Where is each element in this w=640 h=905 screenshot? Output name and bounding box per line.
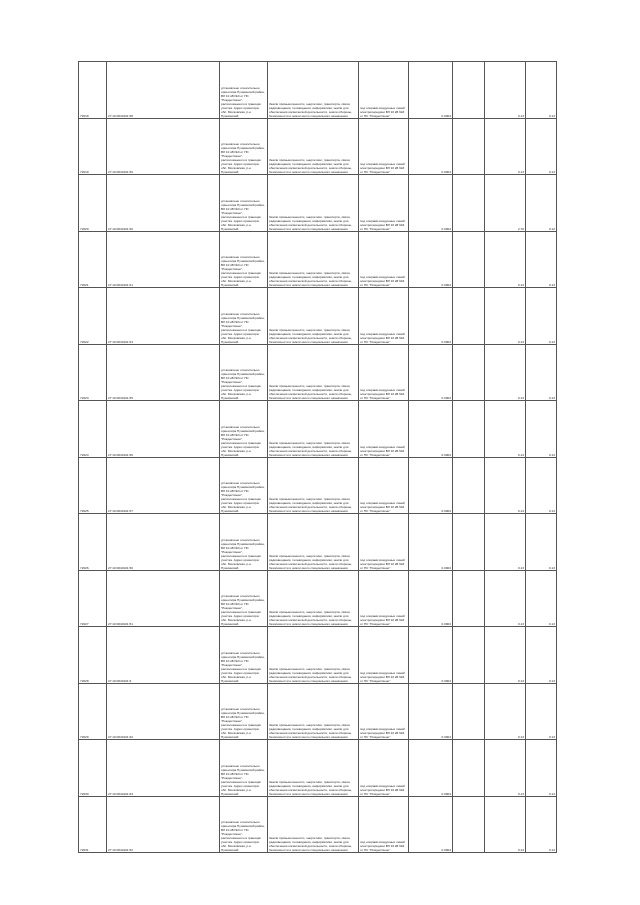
area-cell: 0.0004 [409, 175, 453, 232]
plot-number-cell: 72018 [79, 62, 107, 119]
empty-cell [453, 740, 485, 797]
land-category-cell: Земли промышленности, энергетики, транспорта, связи, радиовещания, телевидения, информатики, земли для обеспечения космической деятельности, земли обороны, безопасности и земли иного специального назначения [268, 683, 359, 740]
empty-cell [453, 175, 485, 232]
plot-number-cell: 72021 [79, 231, 107, 288]
permitted-use-cell: под опорами воздушных линий электропередачи ВЛ 10 кВ №3 от ПС "Рождествено" [359, 740, 409, 797]
permitted-use-cell: под опорами воздушных линий электропередачи ВЛ 10 кВ №3 от ПС "Рождествено" [359, 175, 409, 232]
cadastral-number-cell: 27:10:0040101:54 [107, 288, 220, 345]
value-cell: 0.13 [485, 627, 526, 684]
land-category-cell: Земли промышленности, энергетики, транспорта, связи, радиовещания, телевидения, информатики, земли для обеспечения космической деятельности, земли обороны, безопасности и земли иного специального назначения [268, 740, 359, 797]
total-cell: 0.13 [526, 627, 557, 684]
area-cell: 0.0004 [409, 457, 453, 514]
plot-number-cell: 72024 [79, 401, 107, 458]
location-text: установлено относительно ориентира Пушкинский район, ВЛ 10 кВ №3 от ПС "Рождествено", расположенного в границах участка. Адрес ориентира: обл. Московская, р-н Пушкинский [221, 198, 265, 231]
location-text: установлено относительно ориентира Пушкинский район, ВЛ 10 кВ №3 от ПС "Рождествено", расположенного в границах участка. Адрес ориентира: обл. Московская, р-н Пушкинский [221, 311, 265, 344]
empty-cell [453, 231, 485, 288]
cadastral-number-cell: 27:10:0040101:58 [107, 62, 220, 119]
cadastral-number-cell: 27:10:0040101:59 [107, 118, 220, 175]
empty-cell [453, 796, 485, 853]
total-cell: 0.13 [526, 401, 557, 458]
cadastral-number-cell: 27:10:0040101:50 [107, 514, 220, 571]
land-category-cell: Земли промышленности, энергетики, транспорта, связи, радиовещания, телевидения, информатики, земли для обеспечения космической деятельности, земли обороны, безопасности и земли иного специального назначения [268, 401, 359, 458]
value-cell: 0.13 [485, 288, 526, 345]
land-category-cell: Земли промышленности, энергетики, транспорта, связи, радиовещания, телевидения, информатики, земли для обеспечения космической деятельности, земли обороны, безопасности и земли иного специального назначения [268, 796, 359, 853]
permitted-use-cell: под опорами воздушных линий электропередачи ВЛ 10 кВ №3 от ПС "Рождествено" [359, 570, 409, 627]
area-cell: 0.0004 [409, 344, 453, 401]
value-cell: 0.13 [485, 514, 526, 571]
cadastral-number-cell: 27:10:0040101:55 [107, 344, 220, 401]
area-cell: 0.0004 [409, 62, 453, 119]
plot-number-cell: 72020 [79, 175, 107, 232]
total-cell: 0.13 [526, 118, 557, 175]
value-cell: 0.13 [485, 683, 526, 740]
location-cell [220, 231, 268, 288]
empty-cell [453, 62, 485, 119]
plot-number-cell: 72031 [79, 796, 107, 853]
location-text: установлено относительно ориентира Пушкинский район, ВЛ 10 кВ №3 от ПС "Рождествено", расположенного в границах участка. Адрес ориентира: обл. Московская, р-н Пушкинский [221, 424, 265, 457]
plot-number-cell: 72030 [79, 740, 107, 797]
location-text: установлено относительно ориентира Пушкинский район, ВЛ 10 кВ №3 от ПС "Рождествено", расположенного в границах участка. Адрес ориентира: обл. Московская, р-н Пушкинский [221, 537, 265, 570]
plot-number-cell: 72028 [79, 627, 107, 684]
location-text: установлено относительно ориентира Пушкинский район, ВЛ 10 кВ №3 от ПС "Рождествено", расположенного в границах участка. Адрес ориентира: обл. Московская, р-н Пушкинский [221, 255, 265, 287]
total-cell: 0.13 [526, 457, 557, 514]
location-cell [220, 740, 268, 797]
land-category-cell: Земли промышленности, энергетики, транспорта, связи, радиовещания, телевидения, информатики, земли для обеспечения космической деятельности, земли обороны, безопасности и земли иного специального назначения [268, 118, 359, 175]
location-cell [220, 457, 268, 514]
location-cell [220, 796, 268, 853]
value-cell: 0.13 [485, 344, 526, 401]
table-row [79, 401, 557, 458]
plot-number-cell: 72026 [79, 514, 107, 571]
cadastral-number-cell: 27:10:0040101:52 [107, 796, 220, 853]
empty-cell [453, 401, 485, 458]
cadastral-number-cell: 27:10:0040101:61 [107, 231, 220, 288]
value-cell: 0.13 [485, 457, 526, 514]
table-row [79, 344, 557, 401]
table-row [79, 570, 557, 627]
total-cell: 0.13 [526, 344, 557, 401]
land-category-cell: Земли промышленности, энергетики, транспорта, связи, радиовещания, телевидения, информатики, земли для обеспечения космической деятельности, земли обороны, безопасности и земли иного специального назначения [268, 457, 359, 514]
plot-number-cell: 72022 [79, 288, 107, 345]
table-row [79, 118, 557, 175]
permitted-use-cell: под опорами воздушных линий электропередачи ВЛ 10 кВ №3 от ПС "Рождествено" [359, 627, 409, 684]
empty-cell [453, 288, 485, 345]
area-cell: 0.0004 [409, 514, 453, 571]
area-cell: 0.0004 [409, 570, 453, 627]
plot-number-cell: 72029 [79, 683, 107, 740]
value-cell: 0.13 [485, 118, 526, 175]
empty-cell [453, 570, 485, 627]
location-text: установлено относительно ориентира Пушкинский район, ВЛ 10 кВ №3 от ПС "Рождествено", расположенного в границах участка. Адрес ориентира: обл. Московская, р-н Пушкинский [221, 707, 265, 739]
table-row [79, 457, 557, 514]
register-rows [79, 62, 557, 853]
area-cell: 0.0004 [409, 683, 453, 740]
area-cell: 0.0004 [409, 118, 453, 175]
permitted-use-cell: под опорами воздушных линий электропередачи ВЛ 10 кВ №3 от ПС "Рождествено" [359, 796, 409, 853]
permitted-use-cell: под опорами воздушных линий электропередачи ВЛ 10 кВ №3 от ПС "Рождествено" [359, 457, 409, 514]
value-cell: 0.13 [485, 740, 526, 797]
cadastral-number-cell: 27:10:0040101:63 [107, 740, 220, 797]
location-cell [220, 118, 268, 175]
table-row [79, 514, 557, 571]
location-text: установлено относительно ориентира Пушкинский район, ВЛ 10 кВ №3 от ПС "Рождествено", расположенного в границах участка. Адрес ориентира: обл. Московская, р-н Пушкинский [221, 594, 265, 626]
empty-cell [453, 627, 485, 684]
land-category-cell: Земли промышленности, энергетики, транспорта, связи, радиовещания, телевидения, информатики, земли для обеспечения космической деятельности, земли обороны, безопасности и земли иного специального назначения [268, 570, 359, 627]
table-row [79, 740, 557, 797]
table-row [79, 62, 557, 119]
location-cell [220, 627, 268, 684]
area-cell: 0.0004 [409, 627, 453, 684]
table-row [79, 796, 557, 853]
location-text: установлено относительно ориентира Пушкинский район, ВЛ 10 кВ №3 от ПС "Рождествено", расположенного в границах участка. Адрес ориентира: обл. Московская, р-н Пушкинский [221, 650, 265, 683]
value-cell: 2.70 [485, 175, 526, 232]
table-row [79, 288, 557, 345]
total-cell: 0.13 [526, 62, 557, 119]
total-cell: 0.13 [526, 796, 557, 853]
cadastral-number-cell: 27:10:0040101:9 [107, 627, 220, 684]
land-category-cell: Земли промышленности, энергетики, транспорта, связи, радиовещания, телевидения, информатики, земли для обеспечения космической деятельности, земли обороны, безопасности и земли иного специального назначения [268, 175, 359, 232]
location-cell [220, 62, 268, 119]
cadastral-number-cell: 27:10:0040101:62 [107, 683, 220, 740]
location-cell [220, 570, 268, 627]
permitted-use-cell: под опорами воздушных линий электропередачи ВЛ 10 кВ №3 от ПС "Рождествено" [359, 62, 409, 119]
permitted-use-cell: под опорами воздушных линий электропередачи ВЛ 10 кВ №3 от ПС "Рождествено" [359, 288, 409, 345]
land-category-cell: Земли промышленности, энергетики, транспорта, связи, радиовещания, телевидения, информатики, земли для обеспечения космической деятельности, земли обороны, безопасности и земли иного специального назначения [268, 288, 359, 345]
location-text: установлено относительно ориентира Пушкинский район, ВЛ 10 кВ №3 от ПС "Рождествено", расположенного в границах участка. Адрес ориентира: обл. Московская, р-н Пушкинский [221, 481, 265, 513]
value-cell: 0.13 [485, 401, 526, 458]
area-cell: 0.0004 [409, 231, 453, 288]
empty-cell [453, 344, 485, 401]
total-cell: 0.13 [526, 683, 557, 740]
cadastral-number-cell: 27:10:0040101:56 [107, 401, 220, 458]
area-cell: 0.0004 [409, 288, 453, 345]
permitted-use-cell: под опорами воздушных линий электропередачи ВЛ 10 кВ №3 от ПС "Рождествено" [359, 514, 409, 571]
empty-cell [453, 457, 485, 514]
location-cell [220, 514, 268, 571]
permitted-use-cell: под опорами воздушных линий электропередачи ВЛ 10 кВ №3 от ПС "Рождествено" [359, 344, 409, 401]
permitted-use-cell: под опорами воздушных линий электропередачи ВЛ 10 кВ №3 от ПС "Рождествено" [359, 683, 409, 740]
location-cell [220, 175, 268, 232]
location-cell [220, 683, 268, 740]
total-cell: 0.13 [526, 514, 557, 571]
total-cell: 0.13 [526, 740, 557, 797]
location-text: установлено относительно ориентира Пушкинский район, ВЛ 10 кВ №3 от ПС "Рождествено", расположенного в границах участка. Адрес ориентира: обл. Московская, р-н Пушкинский [221, 820, 265, 852]
cadastral-number-cell: 27:10:0040101:57 [107, 457, 220, 514]
land-plot-register-table [78, 61, 557, 853]
plot-number-cell: 72019 [79, 118, 107, 175]
total-cell: 0.13 [526, 288, 557, 345]
total-cell: 0.13 [526, 570, 557, 627]
table-row [79, 175, 557, 232]
plot-number-cell: 72023 [79, 344, 107, 401]
empty-cell [453, 118, 485, 175]
cadastral-number-cell: 27:10:0040101:60 [107, 175, 220, 232]
land-category-cell: Земли промышленности, энергетики, транспорта, связи, радиовещания, телевидения, информатики, земли для обеспечения космической деятельности, земли обороны, безопасности и земли иного специального назначения [268, 344, 359, 401]
location-text: установлено относительно ориентира Пушкинский район, ВЛ 10 кВ №3 от ПС "Рождествено", расположенного в границах участка. Адрес ориентира: обл. Московская, р-н Пушкинский [221, 142, 265, 174]
permitted-use-cell: под опорами воздушных линий электропередачи ВЛ 10 кВ №3 от ПС "Рождествено" [359, 118, 409, 175]
area-cell: 0.0004 [409, 401, 453, 458]
value-cell: 0.13 [485, 62, 526, 119]
value-cell: 0.13 [485, 231, 526, 288]
land-category-cell: Земли промышленности, энергетики, транспорта, связи, радиовещания, телевидения, информатики, земли для обеспечения космической деятельности, земли обороны, безопасности и земли иного специального назначения [268, 231, 359, 288]
location-text: установлено относительно ориентира Пушкинский район, ВЛ 10 кВ №3 от ПС "Рождествено", расположенного в границах участка. Адрес ориентира: обл. Московская, р-н Пушкинский [221, 368, 265, 400]
area-cell: 0.0004 [409, 740, 453, 797]
land-category-cell: Земли промышленности, энергетики, транспорта, связи, радиовещания, телевидения, информатики, земли для обеспечения космической деятельности, земли обороны, безопасности и земли иного специального назначения [268, 62, 359, 119]
land-category-cell: Земли промышленности, энергетики, транспорта, связи, радиовещания, телевидения, информатики, земли для обеспечения космической деятельности, земли обороны, безопасности и земли иного специального назначения [268, 514, 359, 571]
plot-number-cell: 72025 [79, 457, 107, 514]
location-cell [220, 288, 268, 345]
land-category-cell: Земли промышленности, энергетики, транспорта, связи, радиовещания, телевидения, информатики, земли для обеспечения космической деятельности, земли обороны, безопасности и земли иного специального назначения [268, 627, 359, 684]
value-cell: 0.13 [485, 796, 526, 853]
table-row [79, 683, 557, 740]
total-cell: 0.12 [526, 175, 557, 232]
location-cell [220, 344, 268, 401]
area-cell: 0.0004 [409, 796, 453, 853]
empty-cell [453, 683, 485, 740]
table-row [79, 627, 557, 684]
location-text: установлено относительно ориентира Пушкинский район, ВЛ 10 кВ №3 от ПС "Рождествено", расположенного в границах участка. Адрес ориентира: обл. Московская, р-н Пушкинский [221, 763, 265, 796]
total-cell: 0.13 [526, 231, 557, 288]
location-text: установлено относительно ориентира Пушкинский район, ВЛ 10 кВ №3 от ПС "Рождествено", расположенного в границах участка. Адрес ориентира: обл. Московская, р-н Пушкинский [221, 85, 265, 118]
cadastral-number-cell: 27:10:0040101:51 [107, 570, 220, 627]
permitted-use-cell: под опорами воздушных линий электропередачи ВЛ 10 кВ №3 от ПС "Рождествено" [359, 231, 409, 288]
location-cell [220, 401, 268, 458]
permitted-use-cell: под опорами воздушных линий электропередачи ВЛ 10 кВ №3 от ПС "Рождествено" [359, 401, 409, 458]
table-row [79, 231, 557, 288]
empty-cell [453, 514, 485, 571]
plot-number-cell: 72027 [79, 570, 107, 627]
value-cell: 0.13 [485, 570, 526, 627]
